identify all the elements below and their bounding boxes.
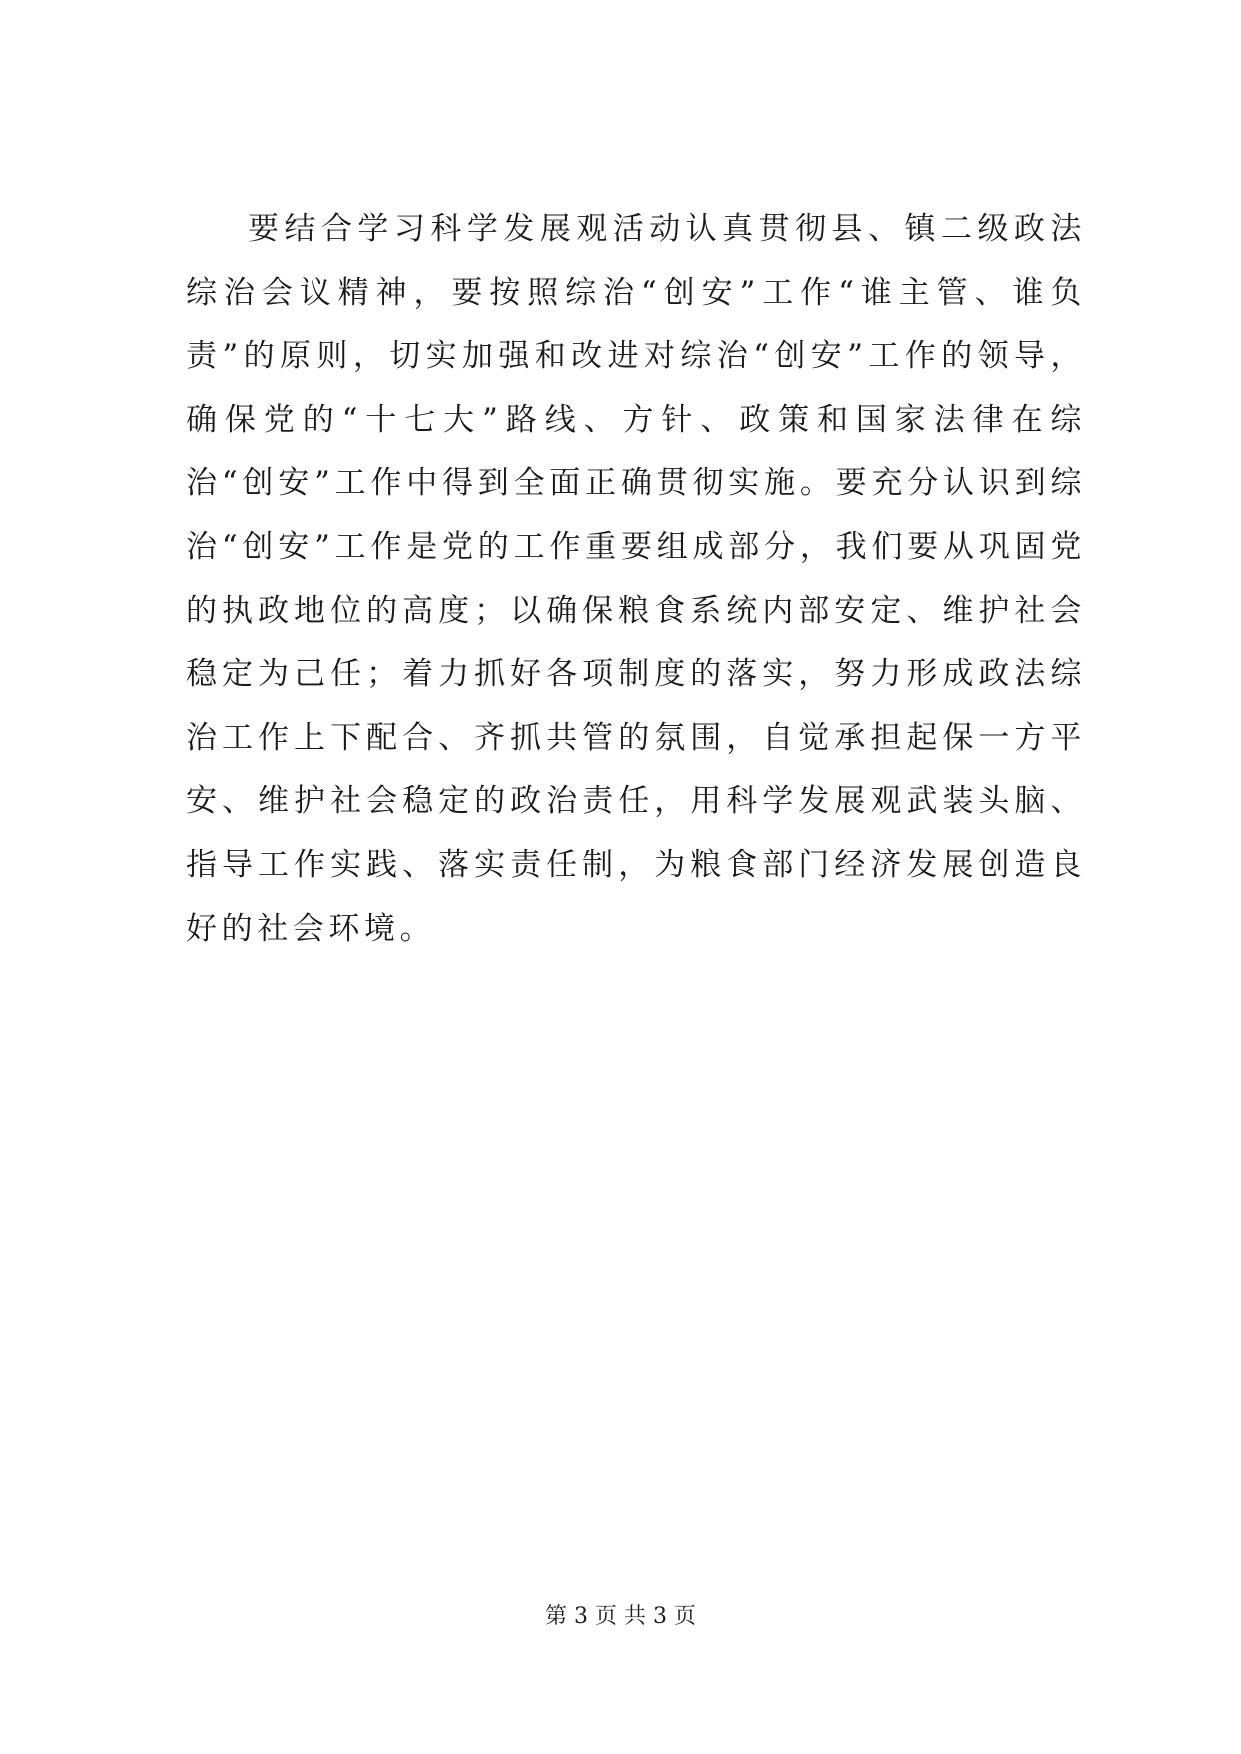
body-paragraph: 要结合学习科学发展观活动认真贯彻县、镇二级政法综治会议精神，要按照综治“创安”工作“谁主管、谁负责”的原则，切实加强和改进对综治“创安”工作的领导，确保党的“十七大”路线、方针、政策和国家法律在综治“创安”工作中得到全面正确贯彻实施。要充分认识到综治“创安”工作是党的工作重要组成部分，我们要从巩固党的执政地位的高度；以确保粮食系统内部安定、维护社会稳定为己任；着力抓好各项制度的落实，努力形成政法综治工作上下配合、齐抓共管的氛围，自觉承担起保一方平安、维护社会稳定的政治责任，用科学发展观武装头脑、指导工作实践、落实责任制，为粮食部门经济发展创造良好的社会环境。 [186,211,1086,947]
page-number-footer: 第 3 页 共 3 页 [545,1604,696,1629]
